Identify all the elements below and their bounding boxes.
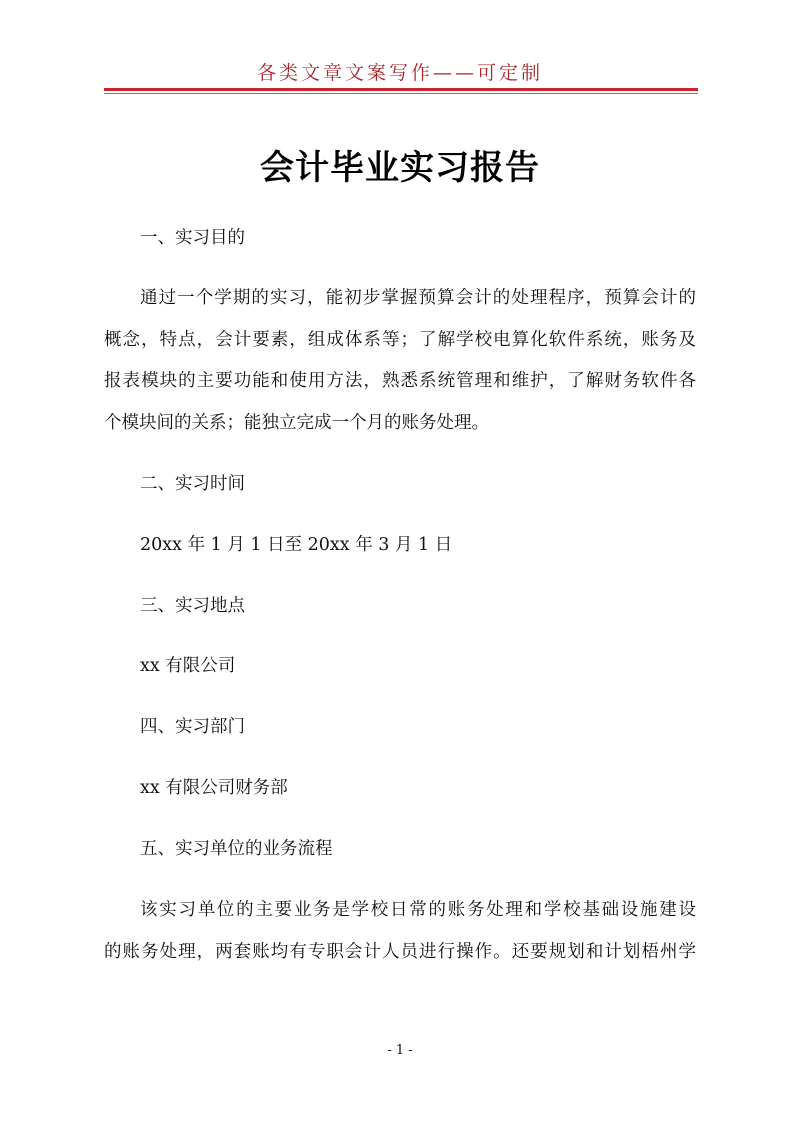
- paragraph: [104, 278, 696, 444]
- header-rule-thin: [104, 93, 698, 94]
- paragraph-line: 的账务处理，两套账均有专职会计人员进行操作。还要规划和计划梧州学: [104, 941, 696, 962]
- section-heading: 四、实习部门: [140, 717, 245, 737]
- section-text: 20xx 年 1 月 1 日至 20xx 年 3 月 1 日: [140, 535, 453, 555]
- section-text: xx 有限公司: [140, 656, 236, 676]
- header-banner: 各类文章文案写作——可定制: [256, 62, 543, 84]
- header-rule: [104, 88, 698, 91]
- paragraph-line: 通过一个学期的实习，能初步掌握预算会计的处理程序，预算会计的: [140, 288, 696, 308]
- paragraph: [104, 890, 696, 973]
- section-heading: 三、实习地点: [140, 596, 245, 616]
- paragraph-line: 该实习单位的主要业务是学校日常的账务处理和学校基础设施建设: [140, 900, 696, 920]
- document-title: 会计毕业实习报告: [260, 148, 540, 188]
- section-heading: 二、实习时间: [140, 474, 245, 494]
- section-text: xx 有限公司财务部: [140, 778, 288, 798]
- section-heading: 五、实习单位的业务流程: [140, 839, 333, 859]
- section-heading: 一、实习目的: [140, 228, 245, 248]
- page-number: - 1 -: [387, 1043, 413, 1058]
- paragraph-line: 个模块间的关系；能独立完成一个月的账务处理。: [104, 412, 489, 433]
- paragraph-line: 报表模块的主要功能和使用方法，熟悉系统管理和维护，了解财务软件各: [104, 371, 696, 391]
- paragraph-line: 概念，特点，会计要素，组成体系等；了解学校电算化软件系统，账务及: [104, 329, 696, 350]
